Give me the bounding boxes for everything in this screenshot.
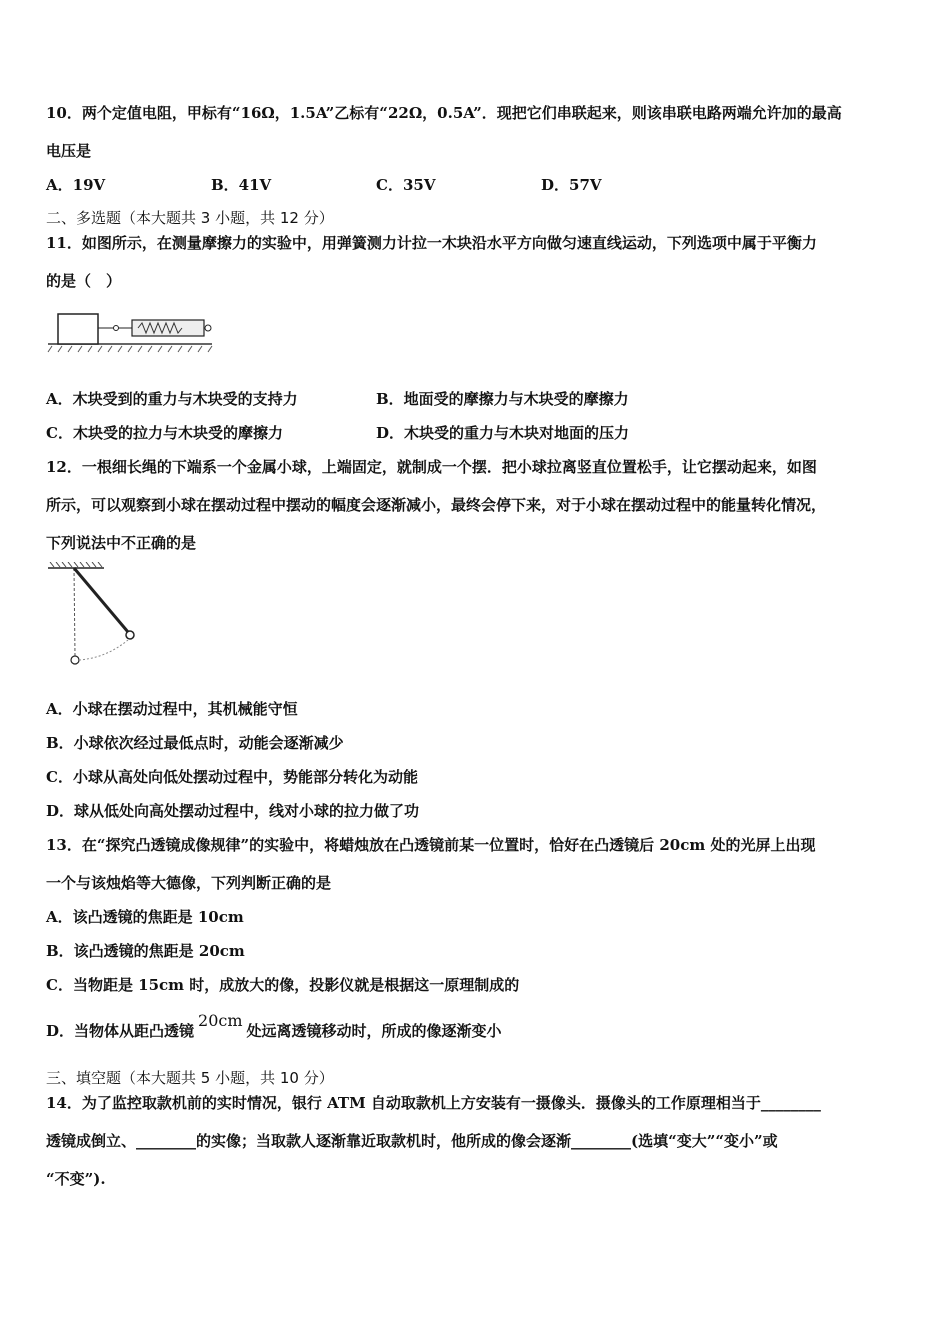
q12-option-b[interactable]: B．小球依次经过最低点时，动能会逐渐减少 (46, 734, 344, 752)
q13-option-c[interactable]: C．当物距是 15cm 时，成放大的像，投影仪就是根据这一原理制成的 (46, 976, 520, 994)
q14-stem-line2: 透镜成倒立、________的实像；当取款人逐渐靠近取款机时，他所成的像会逐渐________(选填“变大”“变小”或 (46, 1132, 778, 1150)
q13-option-b[interactable]: B．该凸透镜的焦距是 20cm (46, 942, 245, 960)
q10-option-c[interactable]: C．35V (376, 176, 436, 194)
q12-stem-line1: 12．一根细长绳的下端系一个金属小球，上端固定，就制成一个摆．把小球拉离竖直位置松手，让它摆动起来，如图 (46, 458, 817, 476)
q12-option-a[interactable]: A．小球在摆动过程中，其机械能守恒 (46, 700, 298, 718)
q11-option-c[interactable]: C．木块受的拉力与木块受的摩擦力 (46, 424, 283, 442)
q10-stem-line1: 10．两个定值电阻，甲标有“16Ω，1.5A”乙标有“22Ω，0.5A”．现把它们串联起来，则该串联电路两端允许加的最高 (46, 104, 842, 122)
section-multiple-choice-title: 二、多选题（本大题共 3 小题，共 12 分） (46, 209, 334, 227)
q13-option-a[interactable]: A．该凸透镜的焦距是 10cm (46, 908, 244, 926)
q12-option-d[interactable]: D．球从低处向高处摆动过程中，线对小球的拉力做了功 (46, 802, 420, 820)
q14-stem-line1: 14．为了监控取款机前的实时情况，银行 ATM 自动取款机上方安装有一摄像头．摄像头的工作原理相当于________ (46, 1094, 821, 1112)
q14-stem-line3: “不变”). (46, 1170, 106, 1188)
friction-experiment-figure (46, 300, 216, 354)
q13-stem-line1: 13．在“探究凸透镜成像规律”的实验中，将蜡烛放在凸透镜前某一位置时，恰好在凸透镜后 20cm 处的光屏上出现 (46, 836, 816, 854)
q13-option-d[interactable] (46, 1011, 502, 1041)
q10-option-d[interactable]: D．57V (541, 176, 602, 194)
q10-stem-line2: 电压是 (46, 142, 92, 160)
pendulum-figure (46, 562, 146, 670)
q13-option-d-suffix: 处远离透镜移动时，所成的像逐渐变小 (246, 1022, 502, 1040)
q11-stem-line1: 11．如图所示，在测量摩擦力的实验中，用弹簧测力计拉一木块沿水平方向做匀速直线运动，下列选项中属于平衡力 (46, 234, 817, 252)
q11-option-b[interactable]: B．地面受的摩擦力与木块受的摩擦力 (376, 390, 629, 408)
q10-option-b[interactable]: B．41V (211, 176, 272, 194)
q13-stem-line2: 一个与该烛焰等大德像，下列判断正确的是 (46, 874, 332, 892)
section-fill-blank-title: 三、填空题（本大题共 5 小题，共 10 分） (46, 1069, 334, 1087)
q13-option-d-prefix: D．当物体从距凸透镜 (46, 1022, 195, 1040)
q11-stem-line2: 的是（ ） (46, 272, 122, 290)
q11-option-a[interactable]: A．木块受到的重力与木块受的支持力 (46, 390, 298, 408)
q10-option-a[interactable]: A．19V (46, 176, 106, 194)
q12-stem-line2: 所示，可以观察到小球在摆动过程中摆动的幅度会逐渐减小，最终会停下来，对于小球在摆动过程中的能量转化情况， (46, 496, 827, 514)
q12-option-c[interactable]: C．小球从高处向低处摆动过程中，势能部分转化为动能 (46, 768, 418, 786)
q12-stem-line3: 下列说法中不正确的是 (46, 534, 197, 552)
q11-option-d[interactable]: D．木块受的重力与木块对地面的压力 (376, 424, 630, 442)
q13-option-d-distance: 20cm (198, 1011, 243, 1030)
